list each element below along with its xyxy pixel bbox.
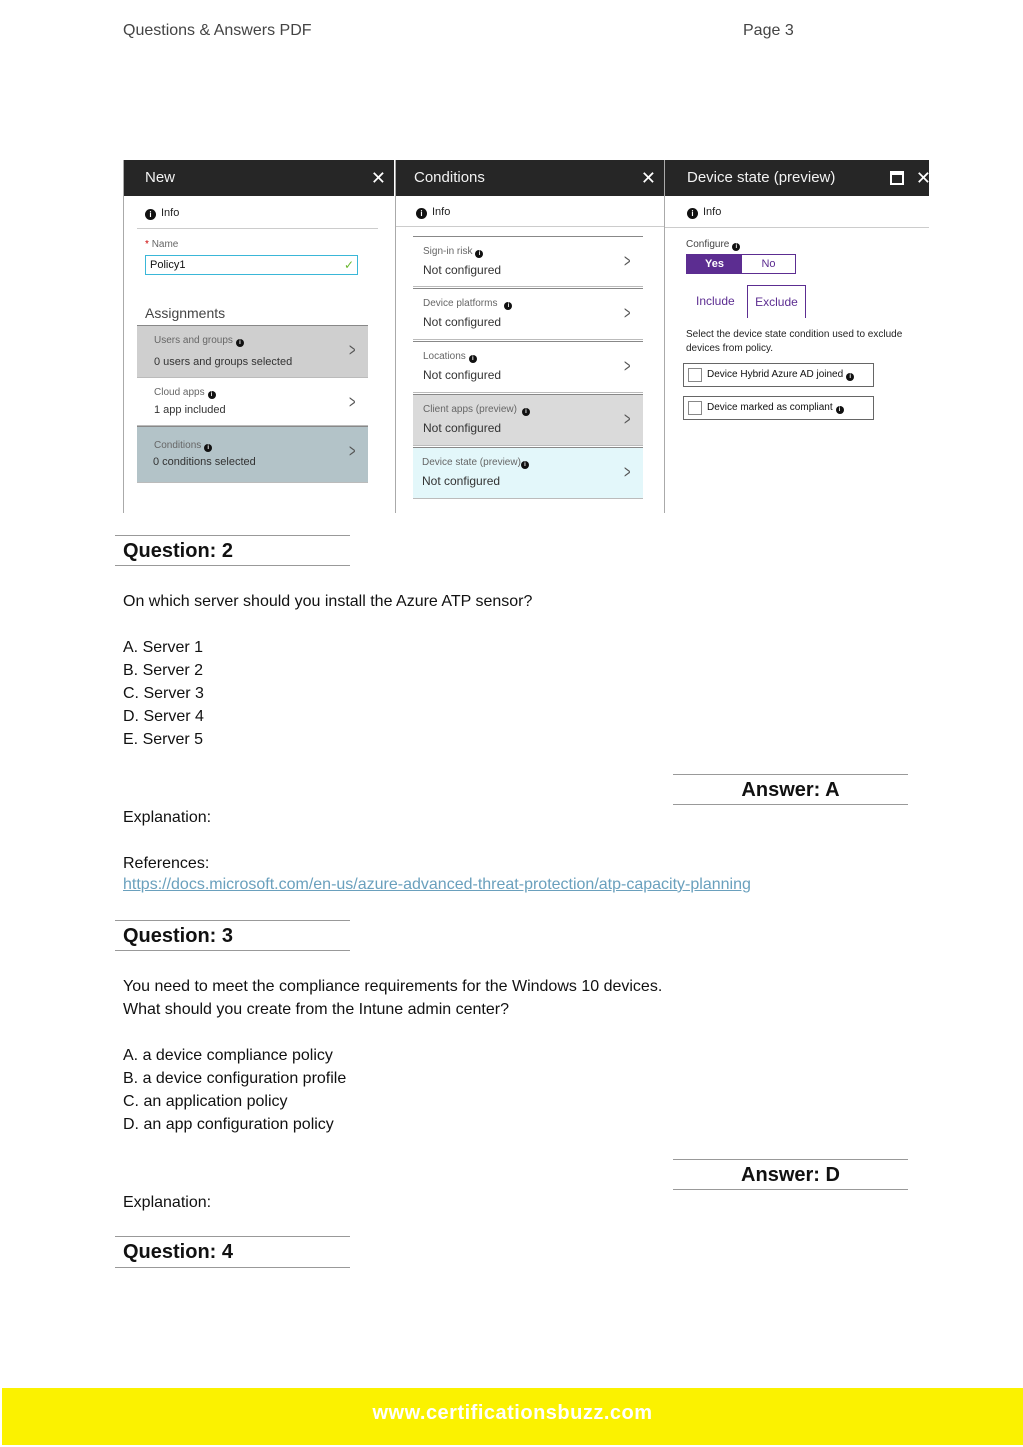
client-apps-row[interactable]	[413, 394, 643, 446]
divider	[396, 226, 664, 227]
explanation-label: Explanation:	[123, 1194, 212, 1211]
info-icon: i	[522, 408, 530, 416]
row-label: Sign-in risk i	[423, 246, 483, 258]
checkbox-label: Device Hybrid Azure AD joined i	[707, 364, 854, 386]
divider	[665, 227, 929, 228]
device-state-panel	[665, 160, 929, 513]
new-panel-title-bar	[123, 160, 394, 196]
question-2-options	[123, 636, 204, 751]
sign-in-risk-row[interactable]	[413, 236, 643, 287]
option: B. a device configuration profile	[123, 1070, 347, 1087]
row-label: Users and groups i	[154, 335, 244, 347]
checkbox-box[interactable]	[688, 401, 702, 415]
answer-3: Answer: D	[741, 1164, 840, 1186]
row-value: 0 users and groups selected	[154, 356, 293, 368]
rule	[115, 1267, 350, 1268]
info-icon: i	[521, 461, 529, 469]
cloud-apps-row[interactable]	[137, 378, 368, 426]
device-state-row[interactable]	[413, 447, 643, 499]
row-value: Not configured	[422, 474, 501, 488]
configure-label: Configure i	[686, 239, 740, 251]
name-field[interactable]	[145, 255, 358, 275]
info-label: Info	[432, 206, 451, 218]
row-label: Conditions i	[154, 440, 212, 452]
tab-include[interactable]: Include	[696, 294, 735, 308]
checkbox-box[interactable]	[688, 368, 702, 382]
row-value: Not configured	[423, 315, 502, 329]
row-label: Locations i	[423, 351, 477, 363]
info-label: Info	[703, 206, 722, 218]
no-option[interactable]: No	[761, 258, 776, 270]
row-label: Cloud apps i	[154, 387, 216, 399]
name-label: * Name	[145, 239, 179, 250]
panel-border	[123, 160, 124, 513]
explanation-label: Explanation:	[123, 809, 212, 826]
conditions-panel-title: Conditions	[414, 169, 485, 186]
references-label: References:	[123, 855, 210, 872]
new-panel	[123, 160, 394, 513]
info-icon: i	[416, 208, 427, 219]
info-icon: i	[236, 339, 244, 347]
question-line: What should you create from the Intune admin center?	[123, 1001, 509, 1018]
yes-option[interactable]: Yes	[687, 255, 742, 273]
chevron-right-icon: >	[624, 462, 631, 482]
tab-exclude[interactable]: Exclude	[747, 285, 806, 318]
device-platforms-row[interactable]	[413, 288, 643, 340]
question-line: You need to meet the compliance requirements for the Windows 10 devices.	[123, 978, 663, 995]
option: D. Server 4	[123, 708, 204, 725]
chevron-right-icon: >	[624, 409, 631, 429]
rule	[115, 565, 350, 566]
info-icon: i	[469, 355, 477, 363]
row-value: Not configured	[423, 368, 502, 382]
info-link[interactable]	[416, 206, 450, 219]
question-3-options	[123, 1044, 346, 1136]
maximize-icon[interactable]	[890, 171, 904, 185]
row-value: 1 app included	[154, 404, 226, 416]
row-value: 0 conditions selected	[153, 456, 256, 468]
hybrid-joined-checkbox[interactable]	[683, 363, 874, 387]
option: A. Server 1	[123, 639, 204, 656]
info-icon: i	[836, 406, 844, 414]
row-label: Device state (preview) i	[422, 457, 529, 469]
chevron-right-icon: >	[349, 441, 356, 461]
conditions-panel-title-bar	[396, 160, 664, 196]
conditions-row[interactable]	[137, 426, 368, 483]
info-icon: i	[145, 209, 156, 220]
info-icon: i	[504, 302, 512, 310]
chevron-right-icon: >	[349, 340, 356, 360]
check-icon: ✓	[343, 258, 354, 272]
locations-row[interactable]	[413, 341, 643, 393]
info-icon: i	[846, 373, 854, 381]
rule	[115, 535, 350, 536]
rule	[115, 920, 350, 921]
configure-toggle[interactable]	[686, 254, 796, 274]
footer-site-link[interactable]: www.certificationsbuzz.com	[372, 1402, 653, 1424]
checkbox-label: Device marked as compliant i	[707, 397, 844, 419]
chevron-right-icon: >	[624, 356, 631, 376]
doc-header-title: Questions & Answers PDF	[123, 22, 312, 39]
info-link[interactable]	[145, 207, 179, 220]
assignments-heading: Assignments	[145, 305, 226, 321]
device-state-panel-title: Device state (preview)	[687, 169, 836, 186]
question-2-text: On which server should you install the Azure ATP sensor?	[123, 593, 533, 610]
option: C. Server 3	[123, 685, 204, 702]
close-icon[interactable]: ✕	[915, 168, 931, 188]
row-label: Client apps (preview) i	[423, 404, 530, 416]
chevron-right-icon: >	[624, 251, 631, 271]
option: D. an app configuration policy	[123, 1116, 334, 1133]
info-icon: i	[475, 250, 483, 258]
rule	[673, 804, 908, 805]
azure-screenshot	[123, 160, 929, 513]
option: E. Server 5	[123, 731, 204, 748]
device-state-panel-title-bar	[665, 160, 929, 196]
option: B. Server 2	[123, 662, 204, 679]
new-panel-title: New	[145, 169, 176, 186]
rule	[673, 1189, 908, 1190]
marked-compliant-checkbox[interactable]	[683, 396, 874, 420]
users-and-groups-row[interactable]	[137, 325, 368, 378]
rule	[115, 1236, 350, 1237]
footer-banner	[2, 1388, 1023, 1445]
rule	[673, 774, 908, 775]
question-3-heading: Question: 3	[123, 925, 234, 947]
question-3-text	[123, 975, 662, 1021]
question-2-heading: Question: 2	[123, 540, 234, 562]
divider	[137, 228, 378, 229]
info-icon: i	[687, 208, 698, 219]
row-value: Not configured	[423, 421, 502, 435]
info-link[interactable]	[687, 206, 721, 219]
option: C. an application policy	[123, 1093, 288, 1110]
page-number: Page 3	[743, 22, 794, 39]
rule	[115, 950, 350, 951]
exclude-description: Select the device state condition used to exclude devices from policy.	[686, 329, 903, 354]
conditions-panel	[396, 160, 664, 513]
close-icon[interactable]: ✕	[370, 168, 386, 188]
rule	[673, 1159, 908, 1160]
question-4-heading: Question: 4	[123, 1241, 234, 1263]
chevron-right-icon: >	[624, 303, 631, 323]
info-icon: i	[204, 444, 212, 452]
row-label: Device platforms i	[423, 298, 512, 310]
row-value: Not configured	[423, 263, 502, 277]
reference-link[interactable]: https://docs.microsoft.com/en-us/azure-advanced-threat-protection/atp-capacity-planning	[123, 876, 751, 893]
info-label: Info	[161, 207, 180, 219]
close-icon[interactable]: ✕	[640, 168, 656, 188]
info-icon: i	[732, 243, 740, 251]
chevron-right-icon: >	[349, 392, 356, 412]
answer-2: Answer: A	[741, 779, 840, 801]
info-icon: i	[208, 391, 216, 399]
name-value: Policy1	[150, 259, 186, 271]
option: A. a device compliance policy	[123, 1047, 333, 1064]
